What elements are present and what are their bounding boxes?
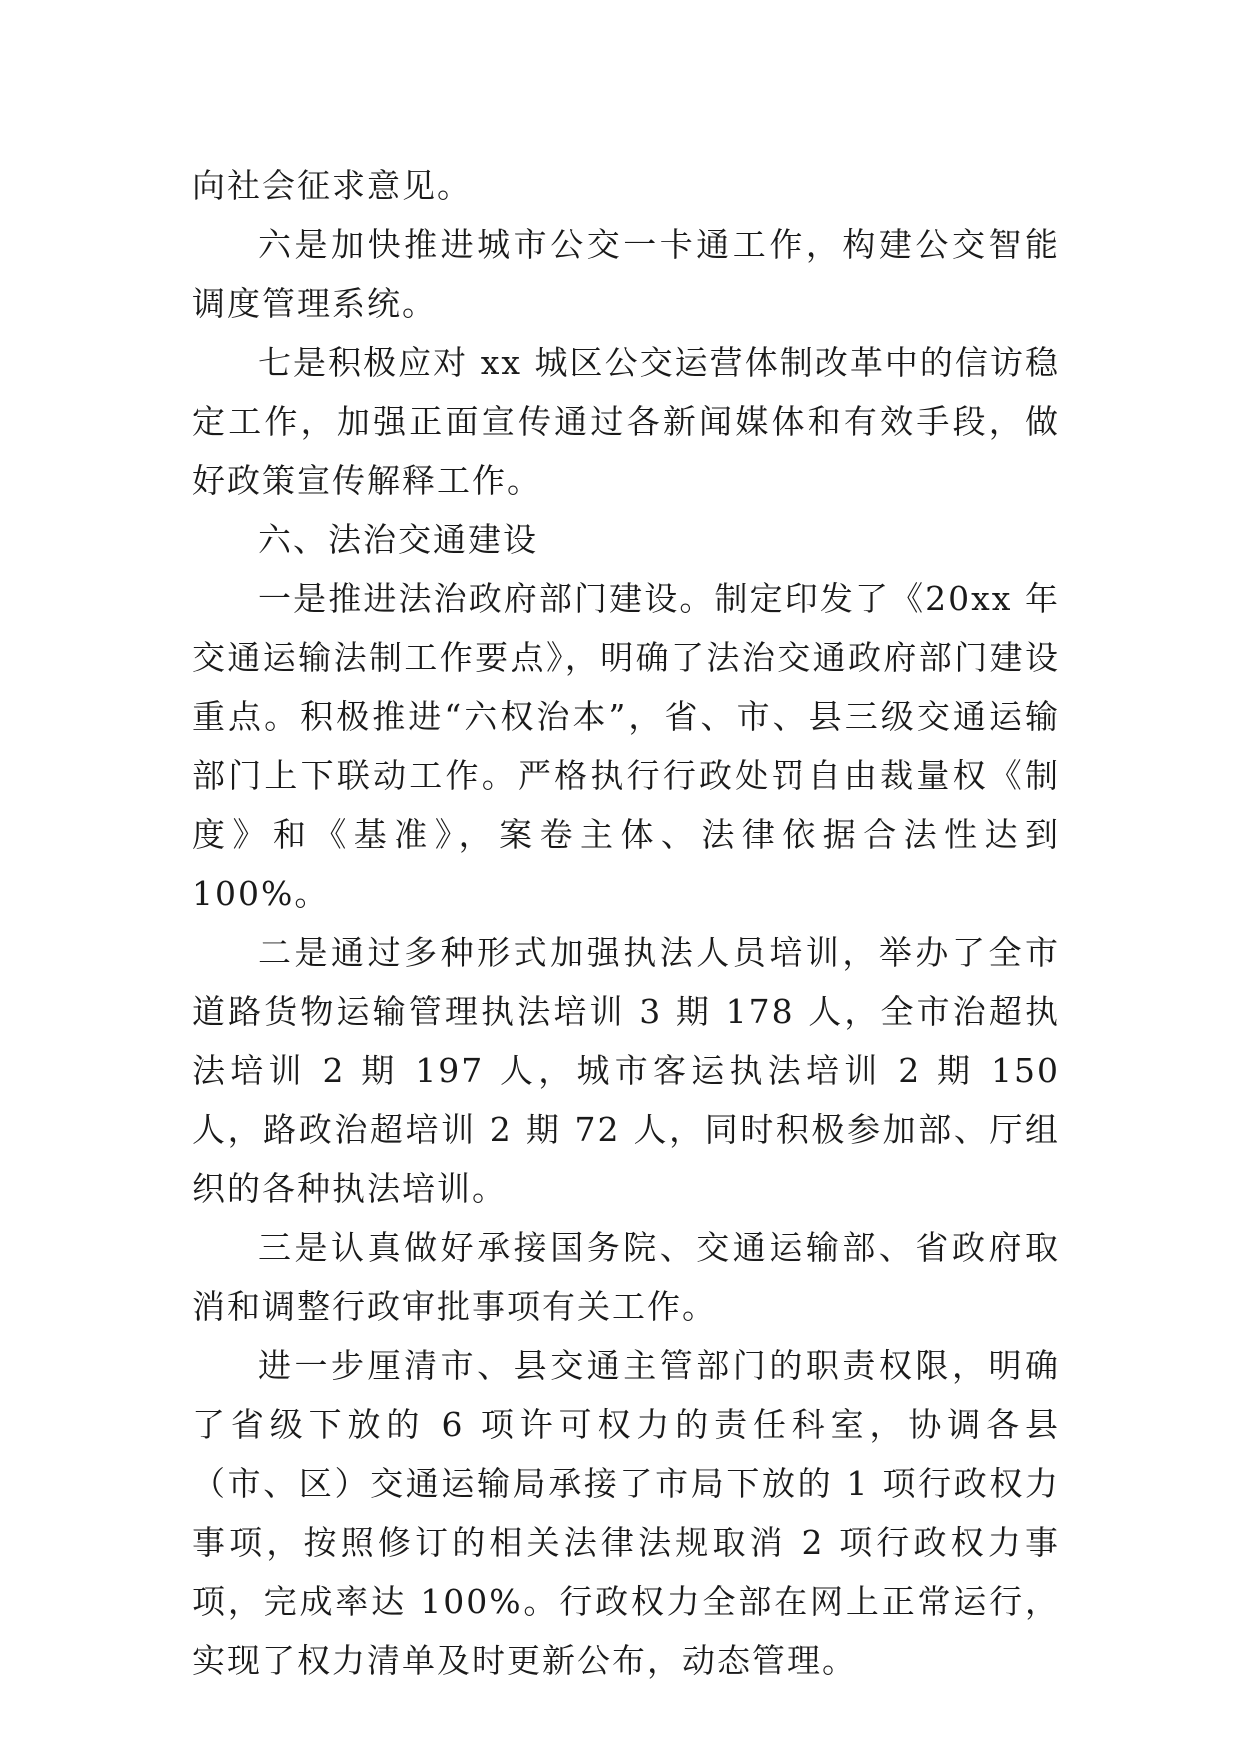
paragraph-item-seven: 七是积极应对 xx 城区公交运营体制改革中的信访稳定工作，加强正面宣传通过各新闻媒体和有效手段，做好政策宣传解释工作。 [192,343,1060,500]
paragraph-item-one: 一是推进法治政府部门建设。制定印发了《20xx 年交通运输法制工作要点》，明确了法治交通政府部门建设重点。积极推进“六权治本”，省、市、县三级交通运输部门上下联动工作。严格执行行政处罚自由裁量权《制度》和《基准》，案卷主体、法律依据合法性达到 100%。 [192,579,1060,913]
paragraph-item-two: 二是通过多种形式加强执法人员培训，举办了全市道路货物运输管理执法培训 3 期 178 人，全市治超执法培训 2 期 197 人，城市客运执法培训 2 期 150 人，路政治超培训 2 期 72 人，同时积极参加部、厅组织的各种执法培训。 [192,933,1060,1208]
paragraph-item-three: 三是认真做好承接国务院、交通运输部、省政府取消和调整行政审批事项有关工作。 [192,1228,1060,1326]
paragraph-continued: 向社会征求意见。 [192,166,472,205]
document-body [192,156,1060,1690]
section-heading-rule-of-law: 六、法治交通建设 [258,520,538,559]
paragraph-further-clarify: 进一步厘清市、县交通主管部门的职责权限，明确了省级下放的 6 项许可权力的责任科室，协调各县（市、区）交通运输局承接了市局下放的 1 项行政权力事项，按照修订的相关法律法规取消 2 项行政权力事项，完成率达 100%。行政权力全部在网上正常运行，实现了权力清单及时更新公布，动态管理。 [192,1346,1060,1680]
paragraph-item-six: 六是加快推进城市公交一卡通工作，构建公交智能调度管理系统。 [192,225,1060,323]
